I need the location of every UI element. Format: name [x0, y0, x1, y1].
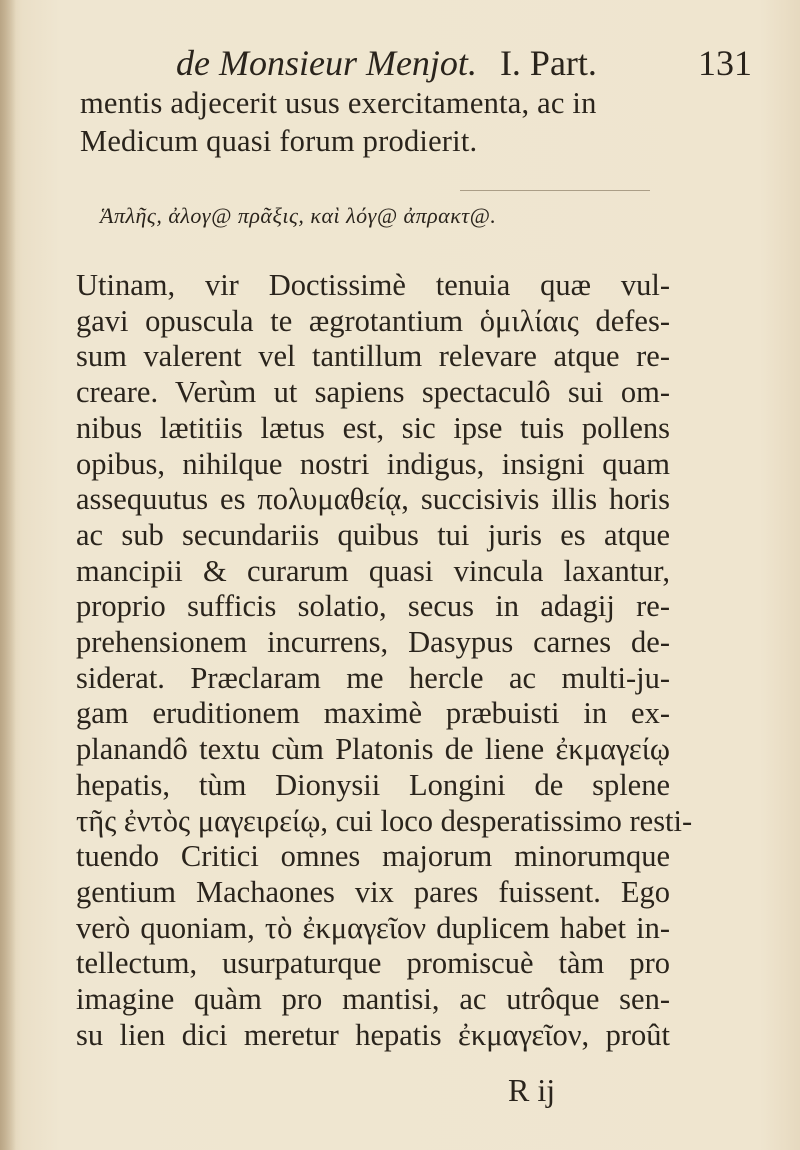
- text-line: prehensionem incurrens, Dasypus carnes de-: [76, 625, 670, 660]
- text-line: assequutus es πολυμαθείᾳ, succisivis illis horis: [76, 482, 670, 517]
- text-line: gavi opuscula te ægrotantium ὁμιλίαις defes-: [76, 303, 670, 338]
- text-line: mancipii & curarum quasi vincula laxantur,: [76, 553, 670, 588]
- text-line: tuendo Critici omnes majorum minorumque: [76, 839, 670, 874]
- text-line: Utinam, vir Doctissimè tenuia quæ vul-: [76, 268, 670, 302]
- page-number: 131: [698, 43, 752, 83]
- text-line: verò quoniam, τὸ ἐκμαγεῖον duplicem habet in-: [76, 910, 670, 945]
- signature-mark: R ij: [508, 1072, 556, 1108]
- running-head: [176, 38, 770, 88]
- text-line: opibus, nihilque nostri indigus, insigni quam: [76, 446, 670, 481]
- text-line: creare. Verùm ut sapiens spectaculô sui om-: [76, 375, 670, 410]
- text-line: sum valerent vel tantillum relevare atque re-: [76, 339, 670, 374]
- text-line: imagine quàm pro mantisi, ac utrôque sen-: [76, 982, 670, 1017]
- text-line: gentium Machaones vix pares fuissent. Ego: [76, 874, 670, 909]
- text-line: mentis adjecerit usus exercitamenta, ac in: [80, 86, 597, 120]
- text-line: tellectum, usurpaturque promiscuè tàm pro: [76, 946, 670, 981]
- text-line: proprio sufficis solatio, secus in adagij re-: [76, 589, 670, 624]
- text-line: nibus lætitiis lætus est, sic ipse tuis pollens: [76, 410, 670, 445]
- gutter-shadow: [0, 0, 16, 1150]
- text-line: hepatis, tùm Dionysii Longini de splene: [76, 767, 670, 802]
- letter-body: [76, 268, 693, 1053]
- opening-paragraph: [80, 84, 680, 160]
- greek-motto: Ἁπλῆς, ἀλογ@ πρᾶξις, καὶ λόγ@ ἀπρακτ@.: [100, 203, 497, 228]
- text-line: su lien dici meretur hepatis ἐκμαγεῖον, proût: [76, 1017, 670, 1052]
- running-head-title: de Monsieur Menjot.: [176, 43, 477, 83]
- running-head-part: I. Part.: [499, 43, 597, 83]
- text-line: τῆς ἐντὸς μαγειρείῳ, cui loco desperatissimo resti-: [76, 803, 693, 838]
- text-line: planandô textu cùm Platonis de liene ἐκμαγείῳ: [76, 732, 670, 767]
- motto-rule: [460, 190, 650, 191]
- text-line: siderat. Præclaram me hercle ac multi-ju-: [76, 660, 670, 695]
- text-line: ac sub secundariis quibus tui juris es atque: [76, 517, 670, 552]
- text-line: gam eruditionem maximè præbuisti in ex-: [76, 696, 670, 731]
- text-line: Medicum quasi forum prodierit.: [80, 124, 478, 158]
